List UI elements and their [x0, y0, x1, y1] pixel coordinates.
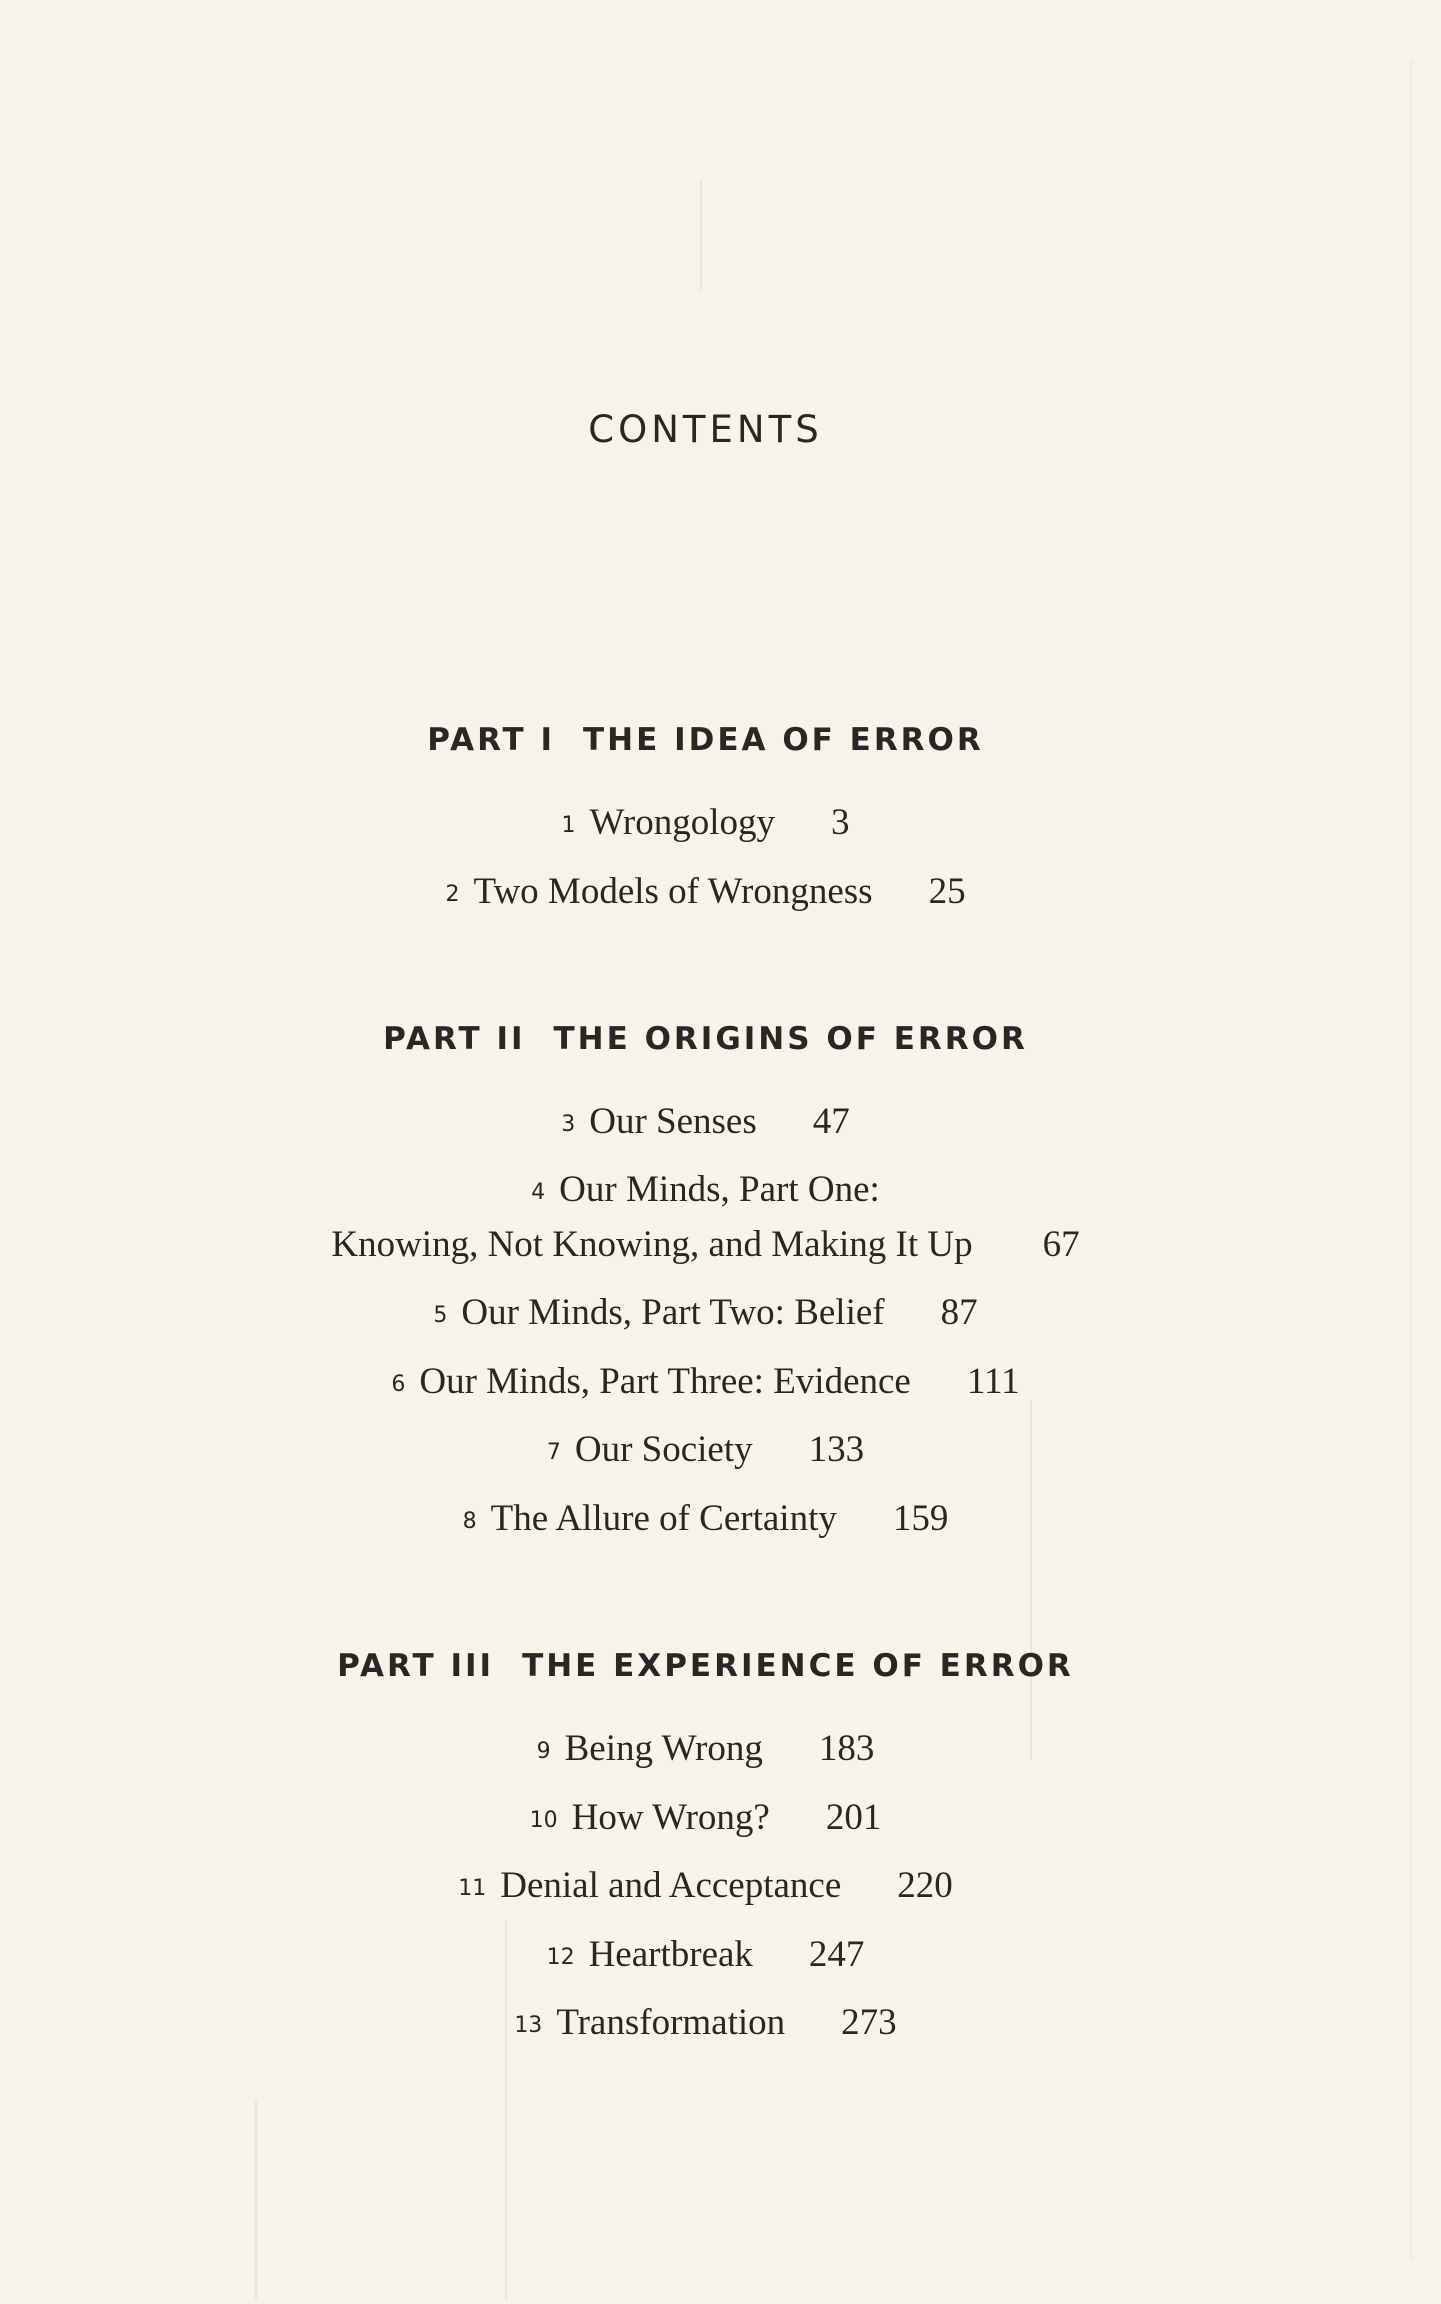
part-title: THE IDEA OF ERROR	[583, 722, 984, 758]
chapter-page: 47	[812, 1101, 850, 1142]
chapter-page: 3	[831, 802, 850, 843]
part-heading	[0, 1021, 1411, 1057]
scan-streak	[255, 2100, 257, 2300]
toc-entry[interactable]	[0, 870, 1411, 913]
chapter-page: 133	[808, 1429, 865, 1470]
part-heading	[0, 1648, 1411, 1684]
chapter-title: Our Minds, Part Two: Belief	[461, 1292, 885, 1333]
chapter-title: Being Wrong	[564, 1728, 763, 1769]
chapter-number: 10	[529, 1808, 558, 1833]
chapter-title: Two Models of Wrongness	[473, 871, 873, 912]
page-title: CONTENTS	[588, 408, 823, 451]
chapter-number: 7	[546, 1440, 561, 1465]
scan-streak	[700, 180, 702, 290]
chapter-number: 6	[391, 1372, 406, 1397]
part-label: PART II	[383, 1021, 526, 1057]
part-heading	[0, 722, 1411, 758]
chapter-page: 183	[818, 1728, 875, 1769]
toc-entry[interactable]	[0, 1428, 1411, 1471]
chapter-number: 12	[546, 1945, 575, 1970]
chapter-number: 1	[561, 813, 576, 838]
part-label: PART III	[337, 1648, 495, 1684]
chapter-title: Denial and Acceptance	[500, 1865, 842, 1906]
chapter-title: Our Senses	[589, 1101, 757, 1142]
chapter-page: 201	[825, 1797, 882, 1838]
chapter-title: Heartbreak	[588, 1934, 753, 1975]
chapter-page: 25	[928, 871, 966, 912]
chapter-title: Wrongology	[589, 802, 776, 843]
chapter-title: The Allure of Certainty	[490, 1498, 837, 1539]
toc-entry[interactable]	[0, 1291, 1411, 1334]
toc-entry[interactable]	[0, 1796, 1411, 1839]
chapter-title: How Wrong?	[571, 1797, 770, 1838]
toc-entry[interactable]	[0, 1168, 1411, 1211]
chapter-number: 9	[536, 1739, 551, 1764]
chapter-number: 4	[531, 1180, 546, 1205]
toc-entry[interactable]	[0, 2001, 1411, 2044]
chapter-page: 111	[966, 1361, 1020, 1402]
toc-entry[interactable]	[0, 1864, 1411, 1907]
chapter-title-line2: Knowing, Not Knowing, and Making It Up	[331, 1224, 973, 1265]
chapter-number: 11	[458, 1876, 487, 1901]
chapter-page: 273	[841, 2002, 897, 2043]
toc-entry[interactable]	[0, 801, 1411, 844]
toc-entry[interactable]	[0, 1727, 1411, 1770]
chapter-number: 2	[445, 882, 460, 907]
chapter-page: 247	[808, 1934, 865, 1975]
chapter-title: Our Society	[574, 1429, 753, 1470]
toc-entry-continuation[interactable]	[0, 1223, 1411, 1266]
scan-streak	[1410, 60, 1412, 2260]
chapter-number: 3	[561, 1112, 576, 1137]
part-title: THE ORIGINS OF ERROR	[553, 1021, 1028, 1057]
chapter-title: Transformation	[556, 2002, 786, 2043]
scan-streak	[505, 1920, 507, 2300]
chapter-number: 5	[433, 1303, 448, 1328]
part-title: THE EXPERIENCE OF ERROR	[522, 1648, 1074, 1684]
chapter-title: Our Minds, Part Three: Evidence	[419, 1361, 911, 1402]
chapter-number: 8	[462, 1509, 477, 1534]
chapter-number: 13	[514, 2013, 543, 2038]
toc-entry[interactable]	[0, 1497, 1411, 1540]
toc-entry[interactable]	[0, 1933, 1411, 1976]
chapter-page: 87	[940, 1292, 978, 1333]
part-label: PART I	[427, 722, 556, 758]
toc-entry[interactable]	[0, 1100, 1411, 1143]
chapter-title: Our Minds, Part One:	[559, 1169, 880, 1210]
chapter-page: 67	[1042, 1224, 1080, 1265]
toc-entry[interactable]	[0, 1360, 1411, 1403]
chapter-page: 159	[892, 1498, 949, 1539]
chapter-page: 220	[897, 1865, 953, 1906]
